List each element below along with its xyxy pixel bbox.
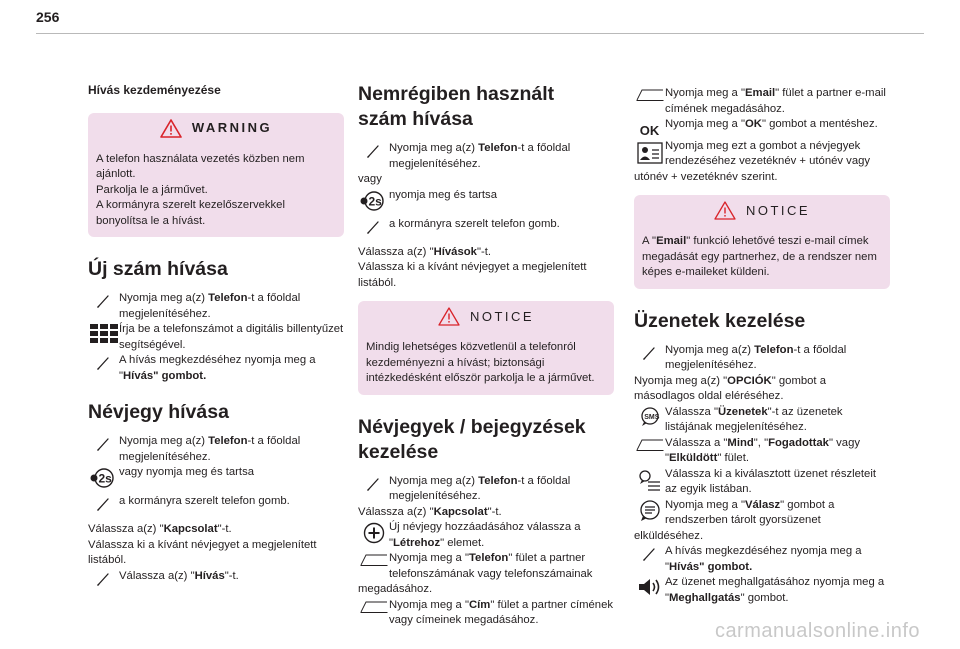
step-text: A hívás megkezdéséhez nyomja meg a " bbox=[119, 354, 316, 382]
paragraph-bold: Kapcsolat bbox=[163, 523, 218, 535]
svg-text:2s: 2s bbox=[98, 471, 112, 486]
step-text: a kormányra szerelt telefon gomb. bbox=[119, 495, 290, 507]
step-text: Új névjegy hozzáadásához válassza a " bbox=[389, 521, 581, 549]
pen-icon bbox=[366, 143, 382, 159]
pen-icon bbox=[642, 546, 658, 562]
step bbox=[634, 575, 890, 606]
step-text: " fület. bbox=[717, 452, 749, 464]
step bbox=[634, 436, 890, 467]
step-bold: Meghallgatás bbox=[669, 591, 741, 604]
step-bold: Üzenetek bbox=[718, 405, 768, 418]
pen-icon bbox=[96, 436, 112, 452]
pen-icon bbox=[366, 476, 382, 492]
step-bold: Telefon bbox=[468, 552, 509, 564]
step bbox=[88, 465, 344, 489]
step bbox=[88, 322, 344, 353]
step-text: " elemet. bbox=[440, 536, 485, 549]
step-bold: Telefon bbox=[208, 292, 248, 304]
notice-bold: Email bbox=[656, 235, 687, 247]
step bbox=[358, 520, 614, 551]
step bbox=[358, 474, 614, 505]
top-divider bbox=[36, 33, 924, 34]
warning-line: bonyolítsa le a hívást. bbox=[96, 214, 206, 227]
pen-icon bbox=[366, 219, 382, 235]
notice-box bbox=[358, 301, 614, 395]
step-text: Nyomja meg a(z) bbox=[119, 435, 209, 447]
step-bold: Válasz bbox=[744, 498, 781, 511]
column-2 bbox=[358, 82, 614, 629]
step bbox=[358, 551, 614, 582]
step bbox=[88, 494, 344, 512]
notice-title: NOTICE bbox=[469, 308, 535, 324]
step-text: Nyomja meg a " bbox=[665, 118, 745, 130]
step-text: " fület a partner címének vagy címeinek megadásához. bbox=[389, 598, 614, 626]
warning-line: ajánlott. bbox=[96, 168, 136, 180]
column-3 bbox=[634, 86, 890, 606]
step-bold: Fogadottak bbox=[768, 436, 829, 449]
step-text: " fület a partner telefonszámának vagy telefonszámainak bbox=[389, 552, 593, 580]
warning-line: Parkolja le a járművet. bbox=[96, 183, 208, 196]
warning-triangle-icon bbox=[714, 201, 736, 220]
step-bold: Hívás" gombot. bbox=[669, 560, 753, 573]
step-bold: Hívás" gombot. bbox=[123, 369, 207, 382]
step bbox=[634, 467, 890, 498]
step-bold: Email bbox=[744, 87, 776, 99]
notice-text: A " bbox=[642, 235, 657, 247]
step-bold: Telefon bbox=[754, 343, 794, 356]
svg-text:SMS: SMS bbox=[643, 413, 659, 421]
pen-icon bbox=[96, 293, 112, 309]
step-text: " gombot a rendszerben tárolt gyorsüzenet bbox=[665, 498, 835, 526]
step-bold: Cím bbox=[468, 598, 491, 611]
step-text: -t a főoldal megjelenítéséhez. bbox=[389, 474, 571, 502]
step-bold: Telefon bbox=[478, 142, 518, 154]
step-text: " gombot a mentéshez. bbox=[761, 118, 878, 130]
paragraph-bold: OPCIÓK bbox=[727, 374, 772, 387]
plus-circle-icon bbox=[363, 522, 385, 544]
step bbox=[88, 569, 344, 587]
step-text: " vagy " bbox=[665, 436, 860, 464]
keypad-icon bbox=[90, 324, 118, 344]
warning-line: A kormányra szerelt kezelőszervekkel bbox=[96, 199, 285, 211]
step-bold: Mind bbox=[727, 436, 754, 449]
tab-icon bbox=[360, 553, 388, 567]
step-text: Válassza a " bbox=[665, 436, 728, 449]
step-text: "-t az üzenetek listájának megjelenítéséhez. bbox=[665, 405, 843, 433]
ok-icon: OK bbox=[639, 123, 660, 138]
notice-text: " funkció lehetővé teszi e-mail címek megadását egy partnerhez, de a rendszer nem képes e-maileket küldeni. bbox=[642, 235, 877, 278]
step-bold: Elküldött bbox=[669, 452, 718, 464]
pen-icon bbox=[96, 355, 112, 371]
paragraph-text: "-t. bbox=[217, 523, 232, 535]
paragraph-text: "-t. bbox=[487, 505, 502, 518]
step-bold: Létrehoz bbox=[393, 536, 441, 549]
step-bold: Telefon bbox=[208, 435, 248, 447]
message-icon bbox=[639, 407, 661, 427]
notice-line: Mindig lehetséges közvetlenül a telefonról bbox=[366, 341, 576, 353]
section-heading-calling: Hívás kezdeményezése bbox=[88, 83, 221, 97]
paragraph-text: elküldéséhez. bbox=[634, 529, 704, 542]
step-text: Nyomja meg a(z) bbox=[389, 142, 479, 154]
warning-triangle-icon bbox=[438, 307, 460, 326]
step bbox=[358, 598, 614, 629]
step bbox=[358, 188, 614, 212]
step bbox=[634, 117, 890, 139]
pen-icon bbox=[96, 496, 112, 512]
tab-icon bbox=[636, 438, 664, 452]
step-text: Nyomja meg ezt a gombot a névjegyek rendezéséhez vezetéknév + utónév vagy bbox=[665, 139, 871, 167]
paragraph-text: Válassza a(z) " bbox=[88, 523, 164, 535]
step bbox=[634, 405, 890, 436]
step-text: " fület a partner e-mail címének megadásához. bbox=[665, 87, 886, 115]
paragraph-text: " gombot a másodlagos oldal eléréséhez. bbox=[634, 374, 826, 402]
pen-icon bbox=[96, 571, 112, 587]
step-bold: OK bbox=[744, 118, 762, 130]
paragraph-bold: Kapcsolat bbox=[433, 505, 488, 518]
step bbox=[634, 544, 890, 575]
step-text: Írja be a telefonszámot a digitális billentyűzet segítségével. bbox=[119, 323, 344, 351]
notice-line: intézkedésként először parkolja le a járművet. bbox=[366, 372, 595, 384]
step bbox=[358, 217, 614, 235]
contact-card-icon bbox=[637, 141, 663, 165]
steering-phone-icon bbox=[359, 190, 389, 212]
notice-title: NOTICE bbox=[745, 202, 811, 218]
section-title-contact-call: Névjegy hívása bbox=[88, 401, 229, 423]
step-text: -t a főoldal megjelenítéséhez. bbox=[665, 343, 847, 371]
notice-line: kezdeményezni a hívást; biztonsági bbox=[366, 356, 545, 369]
paragraph-text: vagy bbox=[358, 173, 382, 185]
step bbox=[88, 291, 344, 322]
message-list-icon bbox=[638, 469, 662, 493]
step bbox=[88, 434, 344, 465]
paragraph-text: Válassza a(z) " bbox=[358, 245, 434, 258]
step bbox=[634, 86, 890, 117]
step-text: Nyomja meg a(z) bbox=[119, 292, 209, 304]
warning-line: A telefon használata vezetés közben nem bbox=[96, 152, 305, 165]
pen-icon bbox=[642, 345, 658, 361]
paragraph-bold: Hívások bbox=[433, 245, 477, 258]
paragraph-text: Nyomja meg a(z) " bbox=[634, 374, 728, 387]
step-text: ", " bbox=[753, 436, 769, 449]
section-title-messages: Üzenetek kezelése bbox=[634, 309, 806, 332]
step-text: "-t. bbox=[224, 569, 239, 582]
quick-reply-icon bbox=[638, 500, 662, 522]
step-text: -t a főoldal megjelenítéséhez. bbox=[389, 142, 571, 170]
watermark: carmanualsonline.info bbox=[714, 620, 920, 642]
steering-phone-icon bbox=[89, 467, 119, 489]
step-bold: Hívás bbox=[194, 569, 225, 582]
step-text: " gombot. bbox=[740, 591, 789, 604]
notice-box bbox=[634, 195, 890, 289]
warning-triangle-icon bbox=[160, 119, 182, 138]
paragraph-text: megadásához. bbox=[358, 583, 433, 595]
step-text: A hívás megkezdéséhez nyomja meg a " bbox=[665, 545, 862, 573]
paragraph-text: Válassza a(z) " bbox=[358, 505, 434, 518]
step-text: Nyomja meg a(z) bbox=[389, 474, 479, 487]
step bbox=[634, 139, 890, 170]
step bbox=[358, 141, 614, 172]
paragraph-text: "-t. bbox=[476, 245, 491, 258]
step-text: -t a főoldal megjelenítéséhez. bbox=[119, 292, 301, 320]
step-text: a kormányra szerelt telefon gomb. bbox=[389, 217, 560, 230]
column-1 bbox=[88, 78, 344, 587]
section-title-recent: Nemrégiben használt szám hívása bbox=[358, 83, 555, 130]
step bbox=[634, 343, 890, 374]
page-number: 256 bbox=[36, 9, 60, 25]
step-text: Az üzenet meghallgatásához nyomja meg a " bbox=[665, 576, 885, 604]
svg-text:2s: 2s bbox=[368, 194, 382, 208]
step-text: vagy nyomja meg és tartsa bbox=[119, 466, 254, 478]
step-bold: Telefon bbox=[478, 474, 518, 487]
section-title-contacts: Névjegyek / bejegyzések kezelése bbox=[358, 415, 586, 463]
step-text: Nyomja meg a " bbox=[389, 552, 469, 564]
step bbox=[634, 498, 890, 529]
step-text: Válassza ki a kiválasztott üzenet részleteit az egyik listában. bbox=[665, 467, 876, 495]
speaker-icon bbox=[637, 577, 663, 597]
step-text: Nyomja meg a " bbox=[665, 498, 745, 511]
tab-icon bbox=[636, 88, 664, 102]
warning-title: WARNING bbox=[191, 120, 273, 136]
step-text: Nyomja meg a " bbox=[665, 87, 745, 99]
step-text: -t a főoldal megjelenítéséhez. bbox=[119, 435, 301, 463]
section-title-new-number: Új szám hívása bbox=[88, 258, 228, 280]
step-text: Válassza " bbox=[665, 405, 718, 418]
step-text: Válassza a(z) " bbox=[119, 569, 195, 582]
paragraph-text: Válassza ki a kívánt névjegyet a megjelenített listából. bbox=[88, 538, 317, 566]
paragraph-text: utónév + vezetéknév szerint. bbox=[634, 170, 778, 183]
step-text: Nyomja meg a(z) bbox=[665, 343, 755, 356]
step-text: nyomja meg és tartsa bbox=[389, 188, 497, 201]
tab-icon bbox=[360, 600, 388, 614]
step-text: Nyomja meg a " bbox=[389, 598, 469, 611]
step bbox=[88, 353, 344, 384]
paragraph-text: Válassza ki a kívánt névjegyet a megjelenített listából. bbox=[358, 261, 587, 289]
warning-box bbox=[88, 113, 344, 238]
